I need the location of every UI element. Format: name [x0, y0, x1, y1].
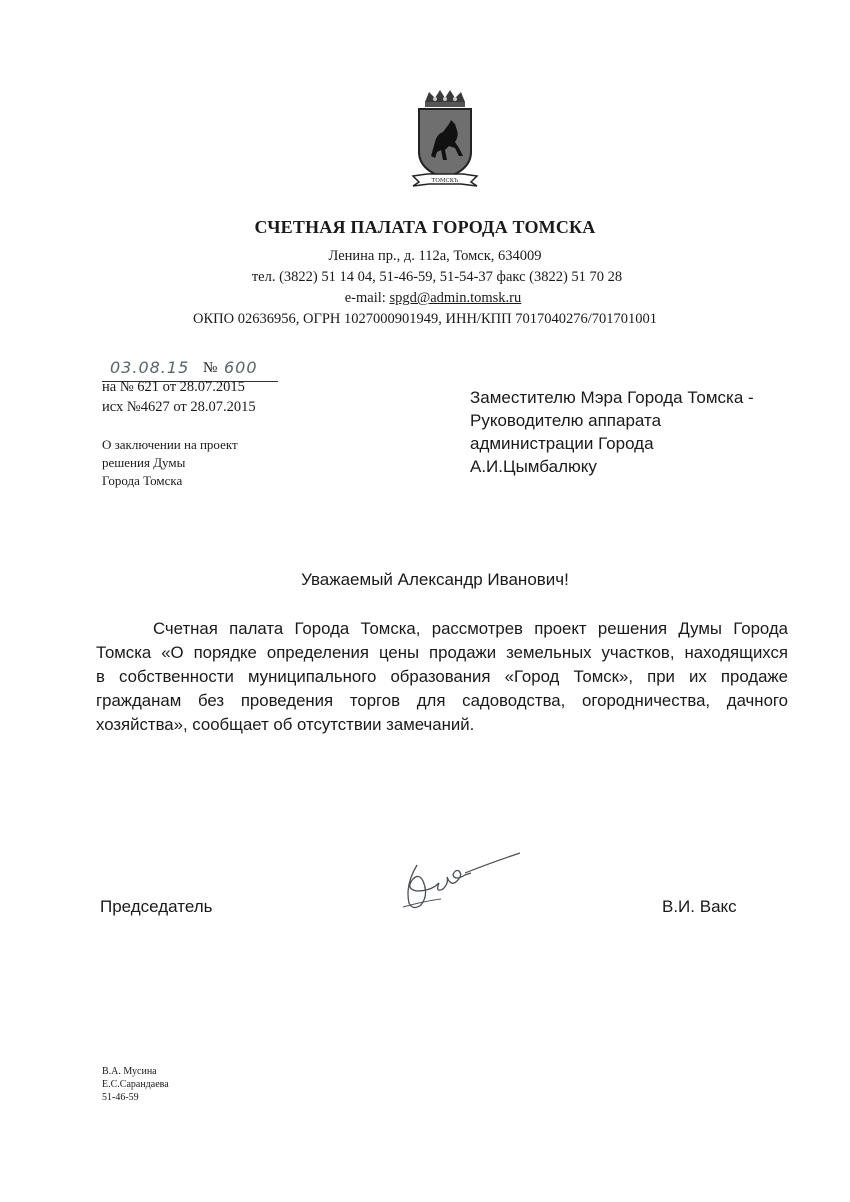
addressee-line: администрации Города — [470, 434, 654, 453]
org-address: Ленина пр., д. 112а, Томск, 634009 — [328, 248, 542, 264]
handwritten-date: 03.08.15 — [110, 358, 190, 377]
org-email-line — [8, 290, 850, 307]
org-phones: тел. (3822) 51 14 04, 51-46-59, 51-54-37 факс (3822) 51 70 28 — [251, 269, 623, 285]
addressee-line: Заместителю Мэра Города Томска - — [470, 388, 754, 407]
subject-line: решения Думы — [102, 455, 186, 470]
outgoing-reference: исх №4627 от 28.07.2015 — [102, 399, 256, 415]
body-line: Томска «О порядке определения цены продажи земельных участков, находящихся — [96, 643, 788, 662]
tomsk-coat-of-arms-icon — [405, 90, 485, 190]
executor-phone: 51-46-59 — [102, 1092, 139, 1103]
email-prefix: e-mail: — [344, 290, 390, 306]
body-line: гражданам без проведения торгов для садоводства, огородничества, дачного — [96, 691, 788, 710]
body-line: Счетная палата Города Томска, рассмотрев проект решения Думы Города — [153, 619, 788, 638]
body-line: в собственности муниципального образования «Город Томск», при их продаже — [96, 667, 788, 686]
handwritten-signature-icon — [395, 845, 525, 915]
emblem-ribbon-text: ТОМСКЪ — [431, 178, 459, 184]
signatory-name: В.И. Вакс — [662, 897, 737, 916]
executor-name: Е.С.Сарандаева — [102, 1079, 169, 1090]
executor-name: В.А. Мусина — [102, 1066, 157, 1077]
body-line: хозяйства», сообщает об отсутствии замечаний. — [96, 715, 475, 734]
organization-name: СЧЕТНАЯ ПАЛАТА ГОРОДА ТОМСКА — [254, 217, 596, 237]
subject-line: Города Томска — [102, 473, 183, 488]
email-link[interactable]: spgd@admin.tomsk.ru — [389, 290, 522, 306]
incoming-reference: на № 621 от 28.07.2015 — [102, 379, 245, 395]
signatory-title: Председатель — [100, 897, 213, 916]
number-sign: № — [203, 360, 218, 376]
subject-line: О заключении на проект — [102, 437, 238, 452]
addressee-name: А.И.Цымбалюку — [470, 457, 597, 476]
handwritten-number: 600 — [224, 358, 258, 377]
addressee-line: Руководителю аппарата — [470, 411, 662, 430]
org-registry: ОКПО 02636956, ОГРН 1027000901949, ИНН/КПП 7017040276/701701001 — [193, 311, 657, 327]
greeting: Уважаемый Александр Иванович! — [301, 570, 569, 589]
